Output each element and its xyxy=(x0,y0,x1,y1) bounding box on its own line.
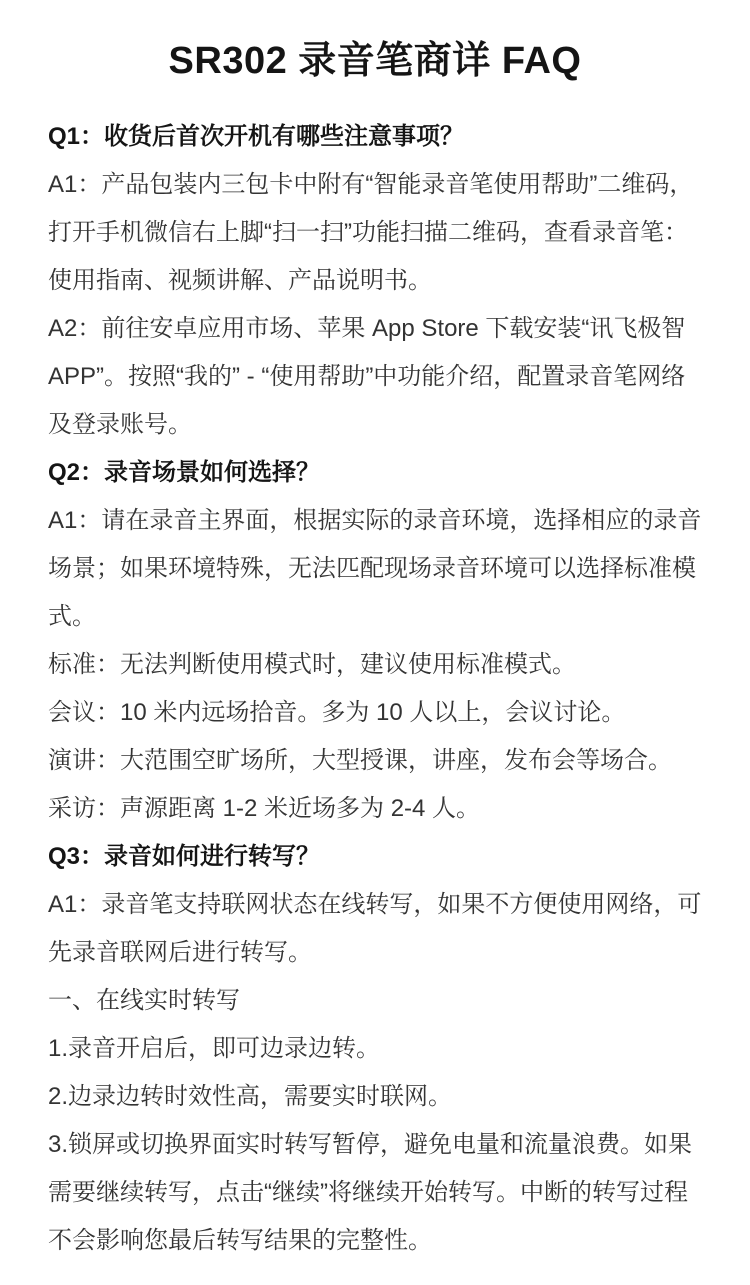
faq-section-q2 xyxy=(48,449,702,833)
answer-paragraph: 1.录音开启后，即可边录边转。 xyxy=(48,1035,381,1063)
faq-section-q1 xyxy=(48,113,702,449)
answer-paragraph: 采访：声源距离 1-2 米近场多为 2-4 人。 xyxy=(48,795,481,823)
question-heading-q3: Q3：录音如何进行转写？ xyxy=(48,843,321,871)
answer-paragraph: 3.锁屏或切换界面实时转写暂停，避免电量和流量浪费。如果需要继续转写，点击“继续”将继续开始转写。中断的转写过程不会影响您最后转写结果的完整性。 xyxy=(48,1131,693,1255)
answer-paragraph: 标准：无法判断使用模式时，建议使用标准模式。 xyxy=(48,651,576,679)
faq-content xyxy=(48,113,702,1265)
answer-paragraph: A1：产品包装内三包卡中附有“智能录音笔使用帮助”二维码，打开手机微信右上脚“扫一扫”功能扫描二维码，查看录音笔：使用指南、视频讲解、产品说明书。 xyxy=(48,171,694,295)
page-title: SR302 录音笔商详 FAQ xyxy=(168,40,582,82)
answer-paragraph: 会议：10 米内远场拾音。多为 10 人以上，会议讨论。 xyxy=(48,699,626,727)
faq-section-q3 xyxy=(48,833,702,1265)
answer-paragraph: 2.边录边转时效性高，需要实时联网。 xyxy=(48,1083,453,1111)
answer-paragraph: A2：前往安卓应用市场、苹果 App Store 下载安装“讯飞极智 APP”。按照“我的” - “使用帮助”中功能介绍，配置录音笔网络及登录账号。 xyxy=(48,315,686,439)
answer-paragraph: 一、在线实时转写 xyxy=(48,987,240,1015)
question-heading-q1: Q1：收货后首次开机有哪些注意事项？ xyxy=(48,123,465,151)
question-heading-q2: Q2：录音场景如何选择？ xyxy=(48,459,321,487)
answer-paragraph: A1：录音笔支持联网状态在线转写，如果不方便使用网络，可先录音联网后进行转写。 xyxy=(48,891,702,967)
answer-paragraph: 演讲：大范围空旷场所，大型授课，讲座，发布会等场合。 xyxy=(48,747,672,775)
answer-paragraph: A1：请在录音主界面，根据实际的录音环境，选择相应的录音场景；如果环境特殊，无法匹配现场录音环境可以选择标准模式。 xyxy=(48,507,702,631)
